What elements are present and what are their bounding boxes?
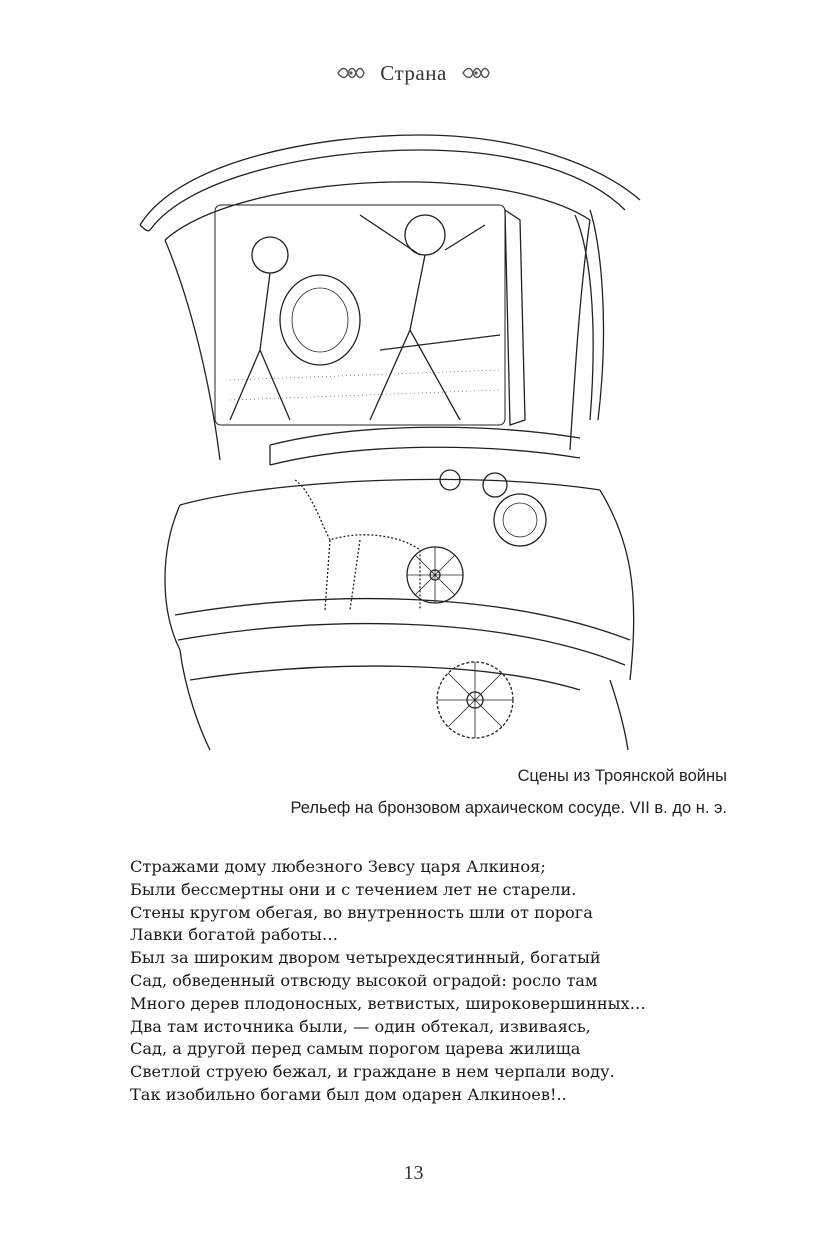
poem-line: Стражами дому любезного Зевсу царя Алкиноя; bbox=[130, 857, 546, 876]
poem-line: Так изобильно богами был дом одарен Алкиноев!.. bbox=[130, 1084, 567, 1104]
poem-line: Сад, а другой перед самым порогом царева жилища bbox=[130, 1039, 581, 1059]
illustration-caption-description: Рельеф на бронзовом архаическом сосуде. VII в. до н. э. bbox=[290, 799, 727, 817]
page-number: 13 bbox=[403, 1162, 424, 1184]
poem-line: Светлой струею бежал, и граждане в нем черпали воду. bbox=[130, 1062, 615, 1082]
poem-line: Стены кругом обегая, во внутренность шли от порога bbox=[130, 902, 593, 922]
running-head-title: Страна bbox=[380, 60, 447, 85]
poem-line: Были бессмертны они и с течением лет не старели. bbox=[130, 879, 577, 899]
poem-text bbox=[130, 856, 750, 1107]
knot-ornament-right-icon bbox=[461, 65, 491, 81]
running-head bbox=[0, 58, 827, 88]
illustration-caption-title: Сцены из Троянской войны bbox=[517, 767, 727, 785]
poem-line: Много дерев плодоносных, ветвистых, широковершинных… bbox=[130, 993, 646, 1013]
poem-line: Два там источника были, — один обтекал, извиваясь, bbox=[130, 1016, 591, 1036]
poem-line: Лавки богатой работы… bbox=[130, 925, 339, 945]
poem-line: Сад, обведенный отвсюду высокой оградой: росло там bbox=[130, 970, 598, 990]
vessel-illustration bbox=[120, 120, 680, 750]
poem-line: Был за широким двором четырехдесятинный, богатый bbox=[130, 948, 601, 968]
knot-ornament-left-icon bbox=[336, 65, 366, 81]
bronze-vessel-relief-icon bbox=[120, 120, 680, 750]
